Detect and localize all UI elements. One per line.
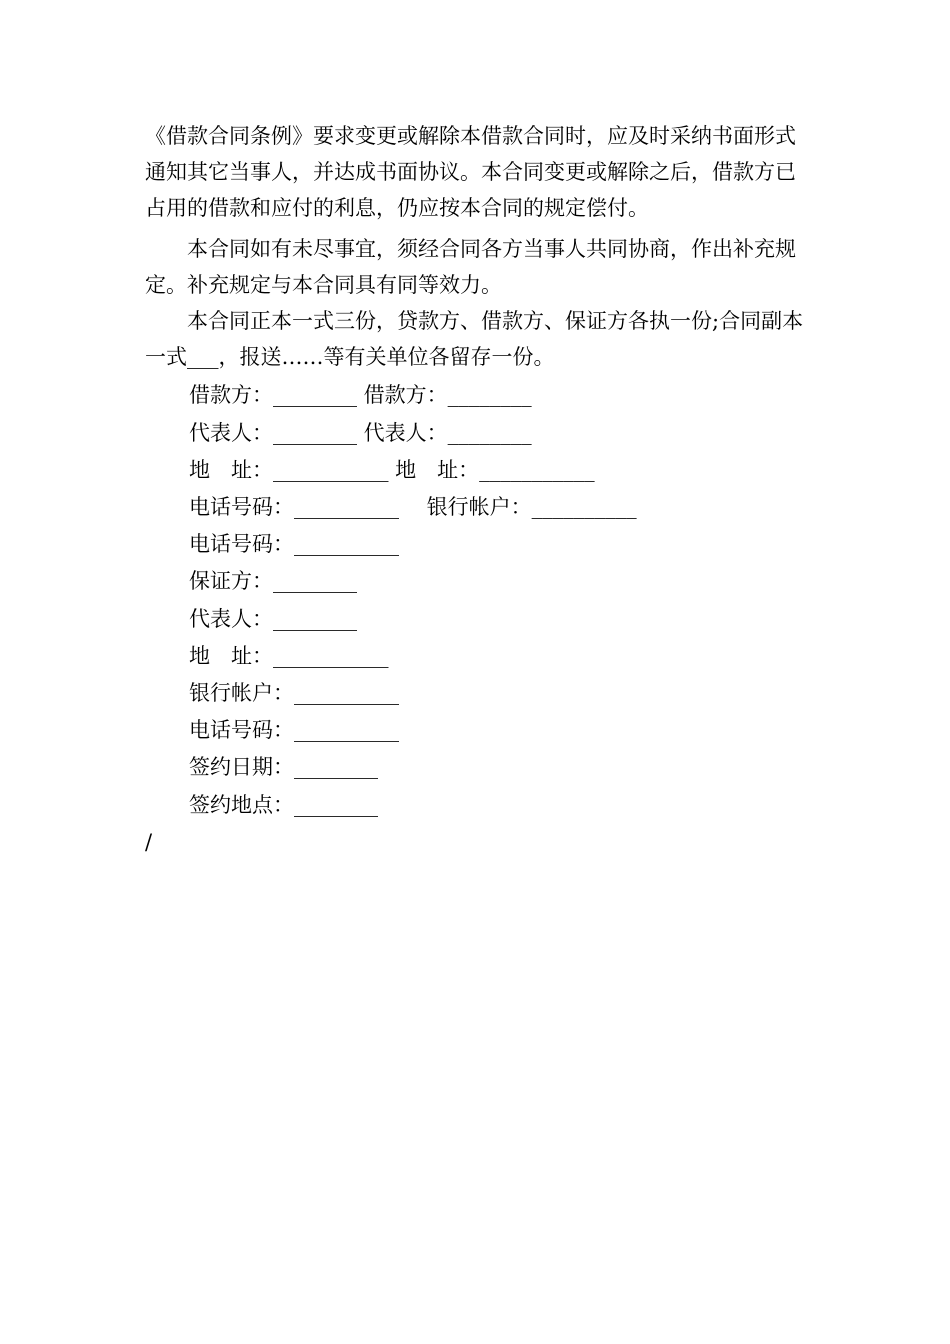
signature-line-sign-place: 签约地点：________	[189, 793, 378, 817]
signature-line-borrower: 借款方：________ 借款方：________	[189, 383, 532, 407]
signature-line-guarantor-bank: 银行帐户：__________	[189, 681, 399, 705]
signature-line-address: 地 址：___________ 地 址：___________	[189, 458, 595, 482]
signature-line-guarantor-representative: 代表人：________	[189, 607, 357, 631]
trailing-slash: /	[145, 830, 153, 854]
signature-line-phone: 电话号码：__________	[189, 532, 399, 556]
signature-line-guarantor-phone: 电话号码：__________	[189, 718, 399, 742]
signature-line-representative: 代表人：________ 代表人：________	[189, 421, 532, 445]
signature-line-phone-bank: 电话号码：__________ 银行帐户：__________	[189, 495, 637, 519]
signature-line-guarantor-address: 地 址：___________	[189, 644, 389, 668]
paragraph-supplement: 本合同如有未尽事宜，须经合同各方当事人共同协商，作出补充规定。补充规定与本合同具有同等效力。	[145, 237, 796, 297]
signature-line-sign-date: 签约日期：________	[189, 755, 378, 779]
paragraph-contract-change: 《借款合同条例》要求变更或解除本借款合同时，应及时采纳书面形式通知其它当事人，并达成书面协议。本合同变更或解除之后，借款方已占用的借款和应付的利息，仍应按本合同的规定偿付。	[145, 124, 796, 220]
signature-line-guarantor: 保证方：________	[189, 569, 357, 593]
paragraph-copies: 本合同正本一式三份，贷款方、借款方、保证方各执一份;合同副本一式___，报送……等有关单位各留存一份。	[145, 309, 804, 369]
